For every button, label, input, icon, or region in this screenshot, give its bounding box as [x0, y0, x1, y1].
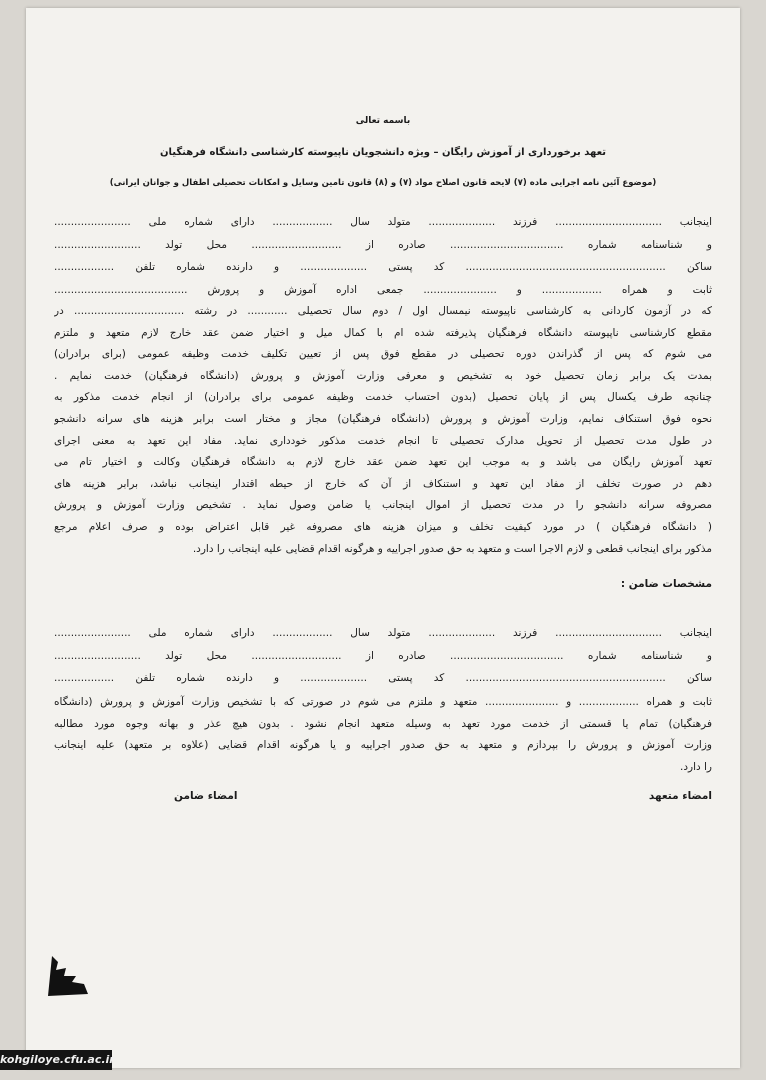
committed-info-line: اینجانب ................................ فرزند .................... متولد سال .................. دارای شماره ملی ....................... [54, 216, 712, 228]
commitment-text-line: تعهد آموزش رایگان می باشد و به موجب این تعهد ضمن عقد خارج لازم به دانشگاه فرهنگیان وکالت و اختیار تام می [54, 456, 712, 469]
guarantor-body [54, 692, 712, 778]
commitment-body [54, 301, 712, 560]
commitment-text-line: که در آزمون کاردانی به کارشناسی ناپیوسته نیمسال اول / دوم سال تحصیلی ............ در رشته ................................. در [54, 305, 712, 317]
committed-info-line: و شناسنامه شماره .................................. صادره از ........................... محل تولد .......................... [54, 238, 712, 251]
document-content [54, 8, 712, 1068]
guarantor-info-block [54, 622, 712, 690]
guarantor-text-line: وزارت آموزش و پرورش را بپردازم و متعهد به حق صدور اجراییه و یا هرگونه اقدام قضایی (علاوه بر متعهد) علیه اینجانب [54, 739, 712, 752]
commitment-text-line: مذکور برای اینجانب قطعی و لازم الاجرا است و متعهد به حق صدور اجراییه و هرگونه اقدام قضایی علیه اینجانب را دارد. [192, 542, 712, 555]
guarantor-text-line: فرهنگیان) تمام یا قسمتی از خدمت مورد تعهد به وسیله متعهد انجام نشود . بدون هیچ عذر و بهانه وجوه مورد مطالبه [54, 717, 712, 730]
guarantor-text-line: ثابت و همراه .................. و ...................... متعهد و ملتزم می شوم در صورتی که با تشخیص وزارت آموزش و پرورش (دانشگاه [54, 696, 712, 708]
document-page [26, 8, 740, 1068]
guarantor-info-line: ساکن ............................................................ کد پستی .................... و دارنده شماره تلفن .................. [54, 672, 712, 684]
commitment-text-line: دهم در صورت تخلف از مفاد این تعهد و استنکاف از آن که خارج از حیطه اقتدار اینجانب نباشد، برابر هزینه های [54, 477, 712, 490]
document-title: تعهد برخورداری از آموزش رایگان – ویژه دانشجویان ناپیوسته کارشناسی دانشگاه فرهنگیان [159, 147, 607, 158]
commitment-text-line: بمدت یک برابر زمان تحصیل خود به تشخیص و معرفی وزارت آموزش و پرورش (دانشگاه فرهنگیان) خدمت نمایم . [54, 369, 712, 382]
commitment-text-line: چنانچه طرف یکسال پس از پایان تحصیل (بدون احتساب خدمت وظیفه عمومی برای برادران) از انجام خدمت مذکور به [54, 391, 712, 404]
document-subtitle: (موضوع آئین نامه اجرایی ماده (۷) لایحه قانون اصلاح مواد (۷) و (۸) قانون تامین وسایل و امکانات تحصیلی اطفال و جوانان ایرانی) [109, 178, 657, 188]
committed-info-line: ثابت و همراه .................. و ...................... جمعی اداره آموزش و پرورش ........................................ [54, 283, 712, 296]
guarantor-heading: مشخصات ضامن : [620, 578, 712, 590]
footer-site-label: kohgiloye.cfu.ac.ir [0, 1050, 112, 1070]
guarantor-text-line: را دارد. [679, 760, 712, 773]
committed-info-line: ساکن ............................................................ کد پستی .................... و دارنده شماره تلفن .................. [54, 261, 712, 273]
guarantor-info-line: و شناسنامه شماره .................................. صادره از ........................... محل تولد .......................... [54, 649, 712, 662]
commitment-text-line: نحوه فوق استنکاف نمایم، وزارت آموزش و پرورش (دانشگاه فرهنگیان) مجاز و مختار است برابر هزینه های سرانه دانشجو [54, 412, 712, 425]
bismillah-heading: باسمه تعالی [355, 116, 411, 126]
signature-guarantor: امضاء ضامن [174, 790, 238, 802]
scan-corner-mark-icon [44, 948, 94, 998]
commitment-text-line: مقطع کارشناسی ناپیوسته دانشگاه فرهنگیان پذیرفته شده ام با کمال میل و اختیار ضمن عقد خارج لازم متعهد و ملتزم [54, 326, 712, 339]
committed-info-block [54, 211, 712, 301]
guarantor-info-line: اینجانب ................................ فرزند .................... متولد سال .................. دارای شماره ملی ....................... [54, 627, 712, 639]
commitment-text-line: در طول مدت تحصیل از تحویل مدارک تحصیلی تا انجام خدمت مذکور خودداری نماید. مفاد این تعهد به معنی اجرای [54, 434, 712, 447]
commitment-text-line: می شوم که پس از گذراندن دوره تحصیلی در مقطع فوق پس از تعیین تکلیف خدمت وظیفه عمومی (برای برادران) [54, 348, 712, 361]
commitment-text-line: مصروفه سرانه دانشجو را در مدت تحصیل از اموال اینجانب یا ضامن وصول نماید . تشخیص وزارت آموزش و پرورش [54, 499, 712, 512]
signature-committed: امضاء متعهد [648, 790, 712, 802]
commitment-text-line: ( دانشگاه فرهنگیان ) در مورد کیفیت تخلف و میزان هزینه های مصروفه غیر قابل اعتراض بوده و صرف اعلام مرجع [54, 520, 712, 533]
